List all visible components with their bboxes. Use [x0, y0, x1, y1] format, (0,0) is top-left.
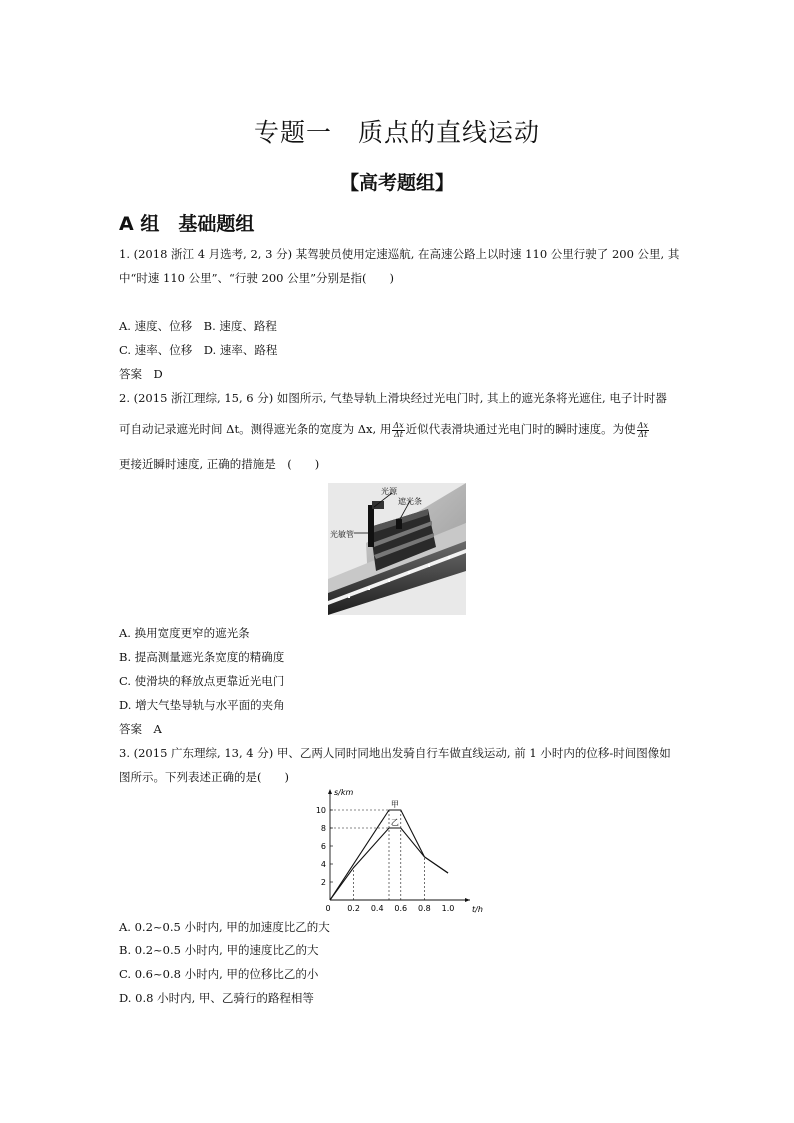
air-track-figure — [328, 483, 466, 615]
q2-stem-line2-part2: 近似代表滑块通过光电门时的瞬时速度。为使 — [405, 422, 636, 436]
label-light-source: 光源 — [381, 487, 397, 496]
q3-stem-line2: 图所示。下列表述正确的是( ) — [119, 770, 289, 784]
q3-option-c: C. 0.6~0.8 小时内, 甲的位移比乙的小 — [119, 967, 319, 981]
fraction-denominator-2: Δt — [638, 429, 648, 439]
y-tick-label: 4 — [320, 860, 326, 869]
x-axis-label: t/h — [472, 905, 483, 914]
x-tick-label: 0.2 — [347, 904, 360, 913]
y-tick-label: 8 — [320, 824, 326, 833]
q3-option-b: B. 0.2~0.5 小时内, 甲的速度比乙的大 — [119, 943, 319, 957]
q3-option-a: A. 0.2~0.5 小时内, 甲的加速度比乙的大 — [119, 920, 330, 934]
x-tick-label: 0.8 — [418, 904, 431, 913]
fraction-denominator: Δt — [393, 429, 403, 439]
q1-stem-line2: 中“时速 110 公里”、“行驶 200 公里”分别是指( ) — [119, 271, 395, 285]
q3-option-d: D. 0.8 小时内, 甲、乙骑行的路程相等 — [119, 991, 314, 1005]
label-photosensitive-tube: 光敏管 — [330, 530, 354, 539]
page-subtitle: 【高考题组】 — [339, 172, 454, 194]
x-tick-label: 1.0 — [441, 904, 455, 913]
series-label-yi: 乙 — [390, 818, 399, 827]
displacement-time-chart — [310, 783, 490, 917]
fraction-dx-dt — [392, 422, 404, 439]
y-axis-arrow — [328, 789, 332, 794]
x-tick-label: 0 — [325, 904, 331, 913]
q2-option-a: A. 换用宽度更窄的遮光条 — [119, 626, 250, 640]
y-axis-label: s/km — [334, 788, 354, 797]
q2-answer: 答案 A — [119, 722, 162, 736]
label-shading-strip: 遮光条 — [398, 497, 422, 506]
q2-stem-line1: 2. (2015 浙江理综, 15, 6 分) 如图所示, 气垫导轨上滑块经过光电门时, 其上的遮光条将光遮住, 电子计时器 — [119, 391, 667, 405]
q2-stem-line2 — [119, 421, 650, 439]
page-title: 专题一 质点的直线运动 — [253, 118, 540, 147]
q2-option-c: C. 使滑块的释放点更靠近光电门 — [119, 674, 285, 688]
x-axis-arrow — [465, 898, 470, 902]
y-tick-label: 6 — [320, 842, 326, 851]
q2-option-d: D. 增大气垫导轨与水平面的夹角 — [119, 698, 285, 712]
air-track-photo — [328, 483, 466, 615]
q1-options-row1: A. 速度、位移 B. 速度、路程 — [119, 319, 277, 333]
q2-stem-line3: 更接近瞬时速度, 正确的措施是 ( ) — [119, 457, 320, 471]
x-tick-label: 0.6 — [394, 904, 408, 913]
q2-option-b: B. 提高测量遮光条宽度的精确度 — [119, 650, 285, 664]
q2-stem-line2-part1: 可自动记录遮光时间 Δt。测得遮光条的宽度为 Δx, 用 — [119, 422, 392, 436]
fraction-numerator-2: Δx — [637, 420, 648, 430]
fraction-numerator: Δx — [393, 420, 404, 430]
q1-answer: 答案 D — [119, 367, 163, 381]
x-tick-label: 0.4 — [370, 904, 384, 913]
y-tick-label: 2 — [320, 878, 326, 887]
fraction-dx-dt-2 — [637, 422, 649, 439]
series-label-jia: 甲 — [390, 800, 399, 809]
q3-stem-line1: 3. (2015 广东理综, 13, 4 分) 甲、乙两人同时同地出发骑自行车做直线运动, 前 1 小时内的位移-时间图像如 — [119, 746, 671, 760]
q1-options-row2: C. 速率、位移 D. 速率、路程 — [119, 343, 278, 357]
q1-stem-line1: 1. (2018 浙江 4 月选考, 2, 3 分) 某驾驶员使用定速巡航, 在高速公路上以时速 110 公里行驶了 200 公里, 其 — [119, 247, 680, 261]
section-heading: A 组 基础题组 — [119, 213, 255, 235]
y-tick-label: 10 — [315, 806, 326, 815]
